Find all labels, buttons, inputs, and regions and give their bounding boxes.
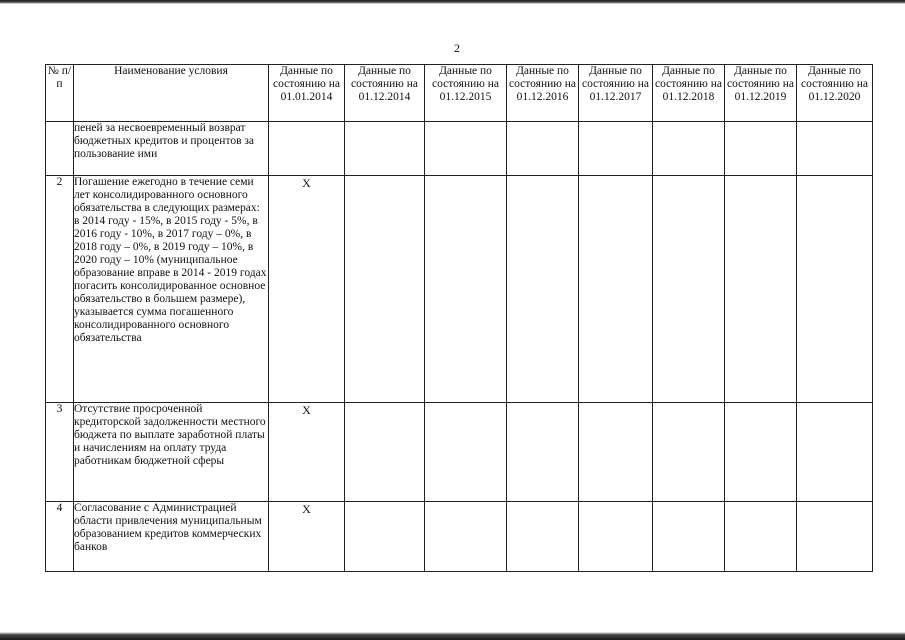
data-cell bbox=[425, 176, 507, 403]
header-date-col: Данные по состоянию на 01.12.2015 bbox=[425, 65, 507, 122]
header-name: Наименование условия bbox=[74, 65, 269, 122]
row-number: 2 bbox=[46, 176, 74, 403]
data-cell bbox=[725, 176, 797, 403]
data-cell: X bbox=[269, 403, 345, 502]
data-cell bbox=[725, 502, 797, 572]
header-num: № п/п bbox=[46, 65, 74, 122]
data-cell bbox=[425, 502, 507, 572]
table-row bbox=[46, 176, 873, 403]
data-cell bbox=[653, 176, 725, 403]
condition-name: Погашение ежегодно в течение семи лет консолидированного основного обязательства в следующих размерах: в 2014 году - 15%, в 2015 году - 5%, в 2016 году - 10%, в 2017 году – 0%, в 2018 году – 0%, в 2019 году – 10%, в 2020 году – 10% (муниципальное образование вправе в 2014 - 2019 годах погасить консолидированное основное обязательство в большем размере), указывается сумма погашенного консолидированного основного обязательства bbox=[74, 176, 269, 403]
header-date-col: Данные по состоянию на 01.12.2020 bbox=[797, 65, 873, 122]
data-cell bbox=[345, 502, 425, 572]
data-cell bbox=[345, 122, 425, 176]
condition-name: Отсутствие просроченной кредиторской задолженности местного бюджета по выплате заработной платы и начислениям на оплату труда работникам бюджетной сферы bbox=[74, 403, 269, 502]
data-cell: X bbox=[269, 176, 345, 403]
data-cell bbox=[797, 176, 873, 403]
header-date-col: Данные по состоянию на 01.12.2017 bbox=[579, 65, 653, 122]
header-date-col: Данные по состоянию на 01.12.2018 bbox=[653, 65, 725, 122]
data-cell bbox=[579, 502, 653, 572]
data-cell bbox=[725, 122, 797, 176]
data-cell bbox=[579, 176, 653, 403]
data-cell bbox=[797, 403, 873, 502]
condition-name: пеней за несвоевременный возврат бюджетных кредитов и процентов за пользование ими bbox=[74, 122, 269, 176]
data-cell bbox=[579, 403, 653, 502]
data-cell bbox=[653, 122, 725, 176]
conditions-table bbox=[45, 64, 873, 572]
data-cell bbox=[797, 502, 873, 572]
data-cell bbox=[507, 122, 579, 176]
scan-bottom-edge bbox=[0, 632, 905, 640]
data-cell bbox=[507, 403, 579, 502]
row-number: 3 bbox=[46, 403, 74, 502]
table-row bbox=[46, 502, 873, 572]
table-header-row bbox=[46, 65, 873, 122]
data-cell: X bbox=[269, 502, 345, 572]
header-date-col: Данные по состоянию на 01.12.2019 bbox=[725, 65, 797, 122]
row-number bbox=[46, 122, 74, 176]
data-cell bbox=[579, 122, 653, 176]
data-cell bbox=[345, 403, 425, 502]
header-date-col: Данные по состоянию на 01.12.2014 bbox=[345, 65, 425, 122]
condition-name: Согласование с Администрацией области привлечения муниципальным образованием кредитов коммерческих банков bbox=[74, 502, 269, 572]
data-cell bbox=[653, 502, 725, 572]
page-number: 2 bbox=[454, 41, 460, 55]
data-cell bbox=[345, 176, 425, 403]
data-cell bbox=[653, 403, 725, 502]
scan-top-edge bbox=[0, 0, 905, 4]
header-date-col: Данные по состоянию на 01.12.2016 bbox=[507, 65, 579, 122]
data-cell bbox=[507, 502, 579, 572]
data-cell bbox=[425, 122, 507, 176]
data-cell bbox=[425, 403, 507, 502]
data-cell bbox=[507, 176, 579, 403]
data-cell bbox=[797, 122, 873, 176]
row-number: 4 bbox=[46, 502, 74, 572]
table-row bbox=[46, 403, 873, 502]
table-row bbox=[46, 122, 873, 176]
data-cell bbox=[725, 403, 797, 502]
header-date-col: Данные по состоянию на 01.01.2014 bbox=[269, 65, 345, 122]
data-cell bbox=[269, 122, 345, 176]
